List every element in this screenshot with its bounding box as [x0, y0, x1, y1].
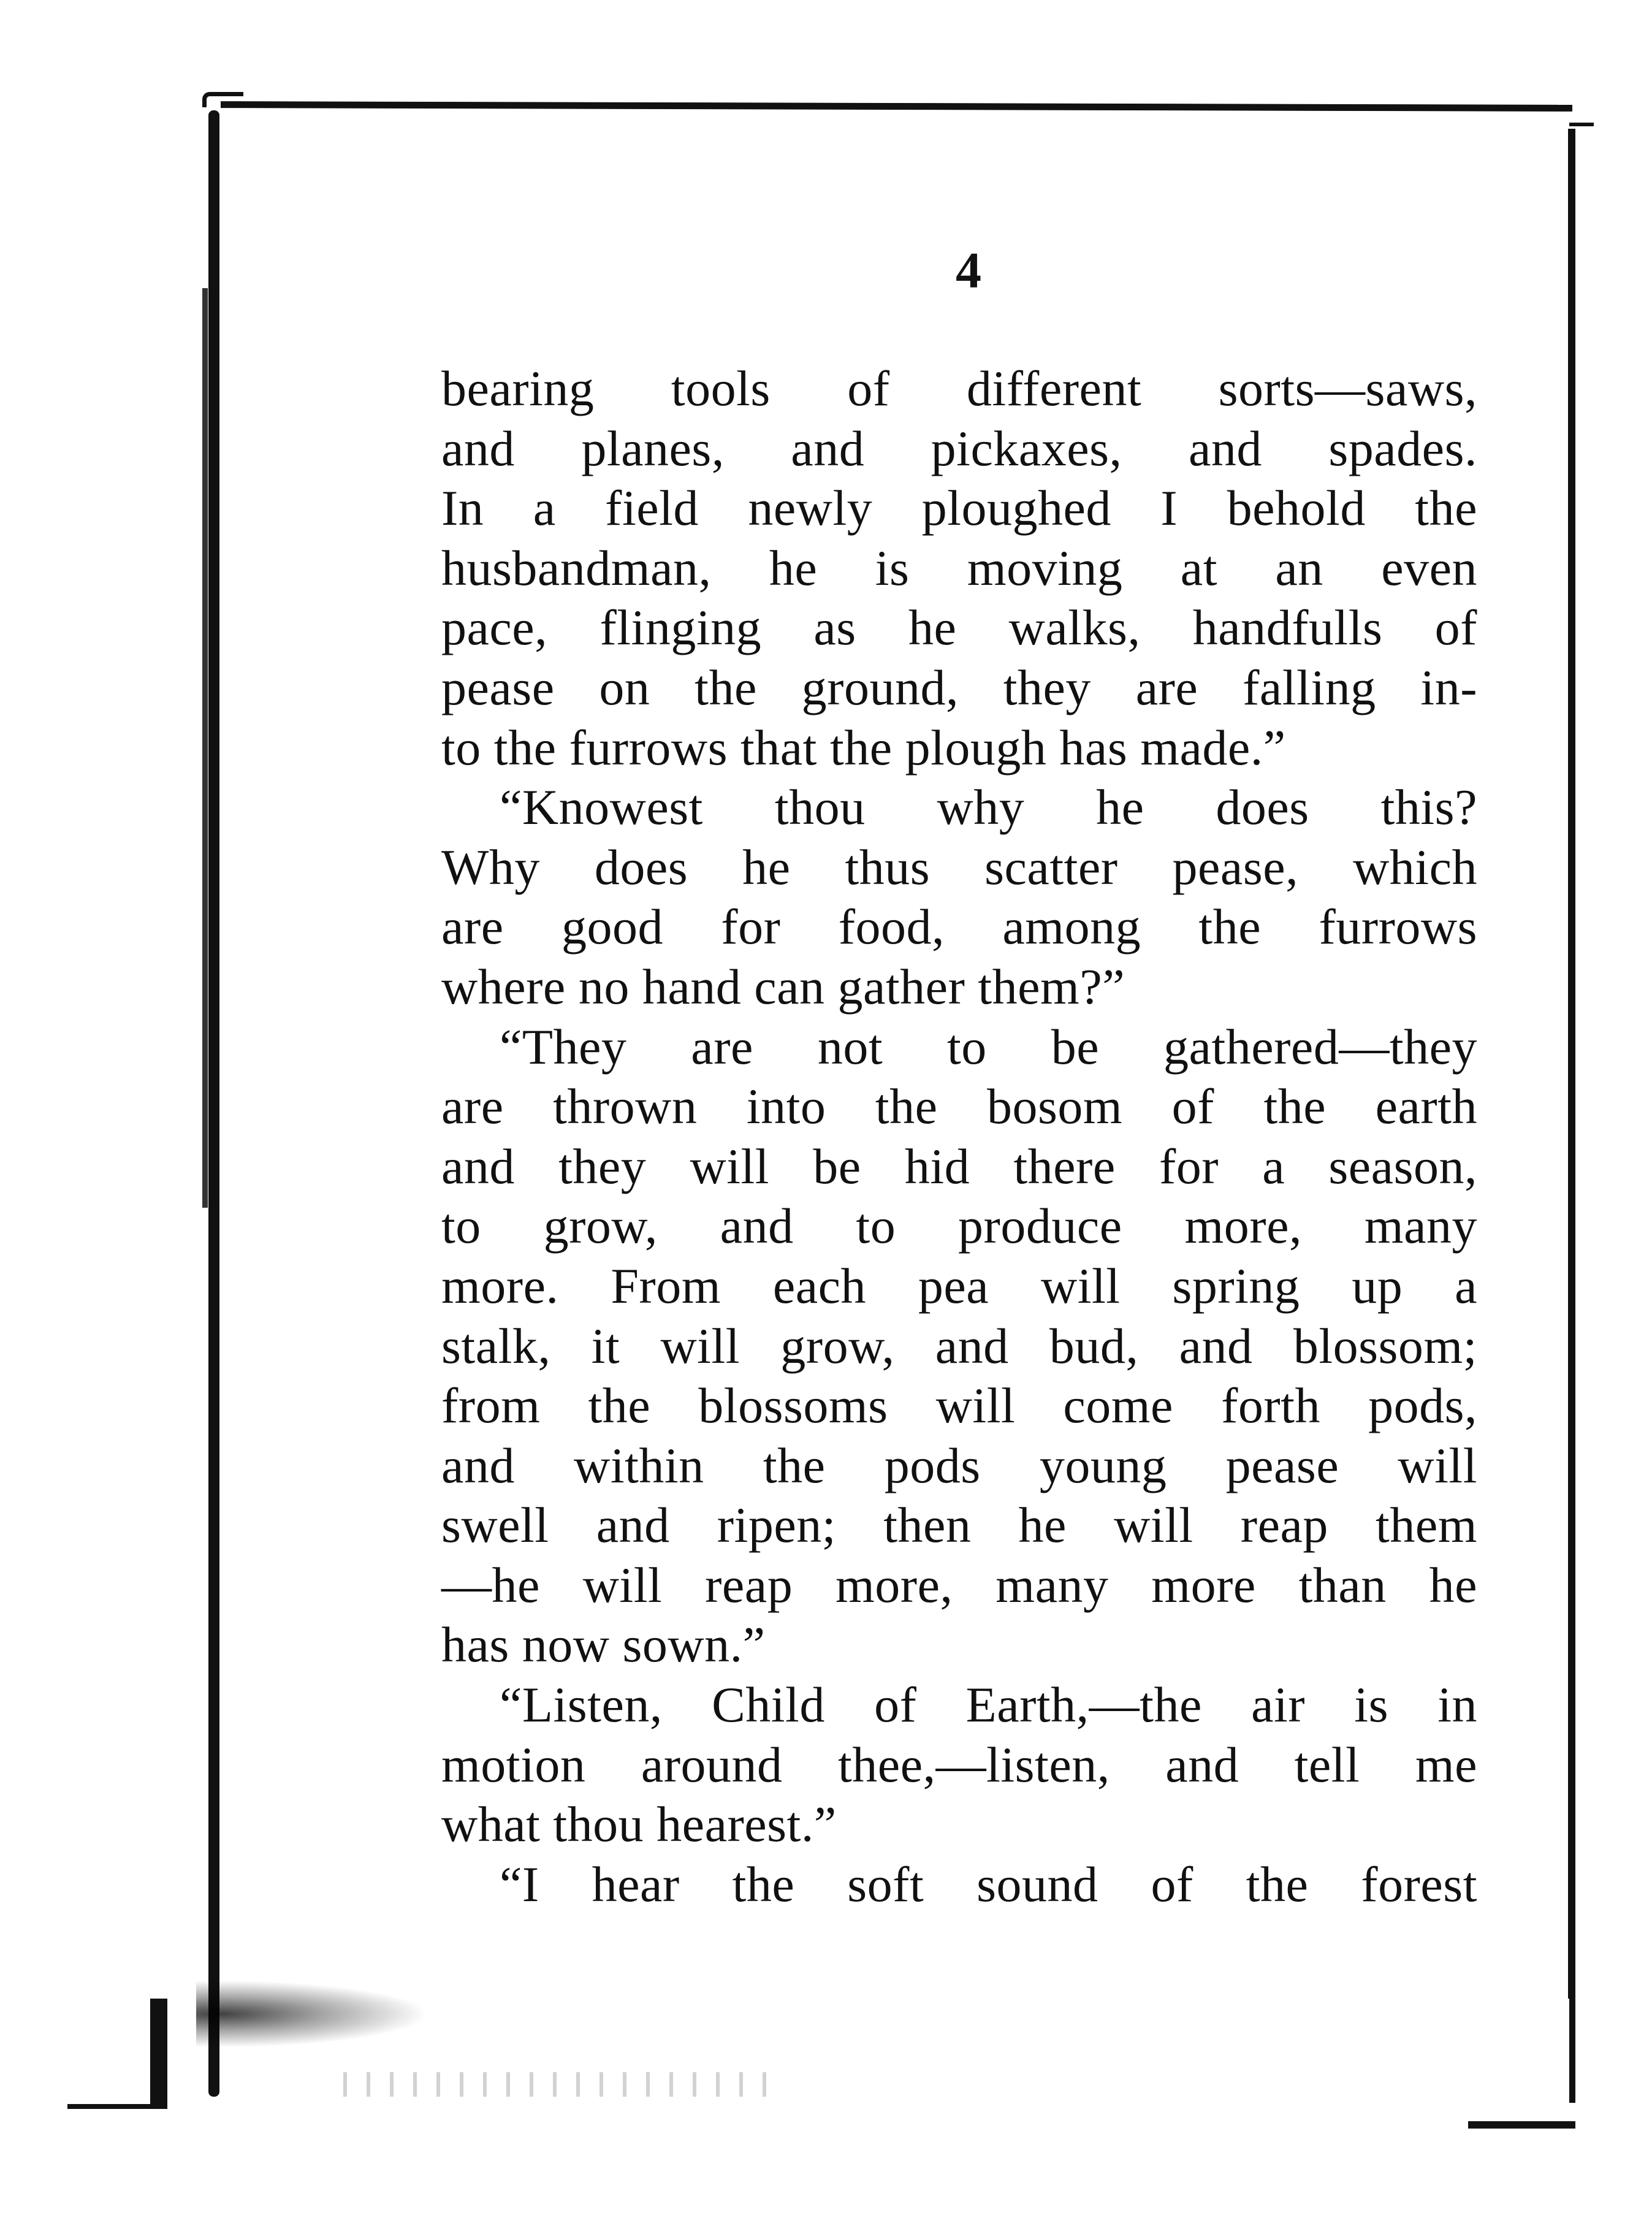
text-line: pace, flinging as he walks, handfulls of — [441, 600, 1477, 656]
page-frame-left-base — [150, 1999, 167, 2109]
page-frame-left-shadow — [202, 288, 208, 1208]
text-line: to the furrows that the plough has made.” — [441, 719, 1286, 776]
text-line: and they will be hid there for a season, — [441, 1138, 1477, 1194]
page-frame-right-line-lower — [1569, 1980, 1575, 2103]
page-frame-corner-mark — [202, 92, 243, 107]
page-frame-right-tick — [1569, 123, 1594, 126]
text-line: “They are not to be gathered—they — [500, 1018, 1477, 1075]
text-line: pease on the ground, they are falling in- — [441, 659, 1477, 715]
page-frame-right-foot-line — [1468, 2121, 1575, 2129]
text-line: more. From each pea will spring up a — [441, 1257, 1477, 1314]
text-line: where no hand can gather them?” — [441, 958, 1125, 1015]
text-line: motion around thee,—listen, and tell me — [441, 1736, 1477, 1793]
page-frame-right-line — [1568, 129, 1575, 1999]
text-line: “Listen, Child of Earth,—the air is in — [500, 1677, 1477, 1733]
text-line: bearing tools of different sorts—saws, — [441, 360, 1477, 416]
page-frame-left-foot-line — [67, 2104, 159, 2109]
text-line: In a field newly ploughed I behold the — [441, 480, 1477, 536]
text-line: from the blossoms will come forth pods, — [441, 1378, 1477, 1434]
text-line: swell and ripen; then he will reap them — [441, 1497, 1477, 1554]
text-line: are good for food, among the furrows — [441, 899, 1477, 955]
page-frame-left-line — [208, 110, 219, 2097]
text-line: are thrown into the bosom of the earth — [441, 1078, 1477, 1135]
text-line: and within the pods young pease will — [441, 1437, 1477, 1493]
text-line: “Knowest thou why he does this? — [500, 779, 1477, 836]
text-line: —he will reap more, many more than he — [441, 1557, 1477, 1613]
ink-smudge — [196, 1980, 429, 2048]
text-line: stalk, it will grow, and bud, and blossom; — [441, 1317, 1477, 1374]
text-line: has now sown.” — [441, 1617, 766, 1673]
body-text — [441, 359, 1477, 1914]
text-line: “I hear the soft sound of the forest — [500, 1856, 1477, 1912]
text-line: Why does he thus scatter pease, which — [441, 839, 1477, 895]
page-frame-top-line — [221, 101, 1572, 112]
text-line: husbandman, he is moving at an even — [441, 539, 1477, 596]
page-number: 4 — [956, 242, 981, 299]
text-line: to grow, and to produce more, many — [441, 1198, 1477, 1254]
text-line: and planes, and pickaxes, and spades. — [441, 420, 1477, 476]
text-line: what thou hearest.” — [441, 1796, 837, 1853]
ink-specks — [343, 2072, 772, 2097]
